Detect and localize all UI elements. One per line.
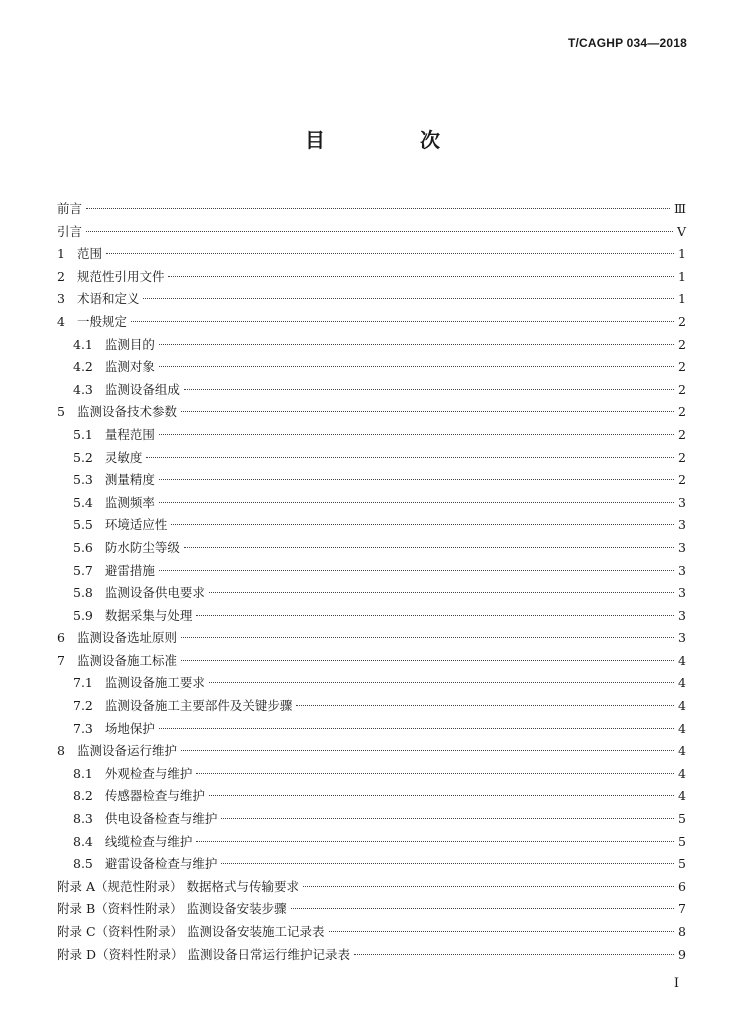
- dot-leader: [196, 773, 674, 774]
- toc-entry-page: 4: [678, 765, 686, 781]
- toc-entry-label: 监测目的: [104, 336, 155, 352]
- toc-entry-page: 2: [678, 426, 686, 442]
- toc-entry-page: 3: [678, 562, 686, 578]
- dot-leader: [196, 841, 674, 842]
- toc-entry-number: 7.2: [73, 698, 93, 714]
- toc-entry-page: 3: [678, 494, 686, 510]
- toc-entry-label: 避雷设备检查与维护: [104, 856, 218, 872]
- table-of-contents: [57, 198, 686, 966]
- toc-entry-label: 数据采集与处理: [104, 607, 193, 623]
- toc-entry-number: 6: [57, 630, 65, 646]
- toc-entry[interactable]: [57, 650, 686, 673]
- dot-leader: [296, 705, 674, 706]
- toc-entry-number: 5.3: [73, 472, 93, 488]
- toc-entry-page: 4: [678, 720, 686, 736]
- toc-entry-number: 5.1: [73, 426, 93, 442]
- toc-entry-page: 1: [678, 246, 686, 262]
- toc-entry[interactable]: [57, 695, 686, 718]
- toc-entry-label: 监测设备施工主要部件及关键步骤: [104, 698, 293, 714]
- toc-entry-number: 4: [57, 313, 65, 329]
- toc-entry-label: 监测设备施工标准: [76, 652, 177, 668]
- toc-entry-page: 4: [678, 652, 686, 668]
- toc-entry-label: 供电设备检查与维护: [104, 811, 218, 827]
- dot-leader: [184, 389, 674, 390]
- dot-leader: [168, 276, 674, 277]
- toc-entry-label: 传感器检查与维护: [104, 788, 205, 804]
- toc-entry-label: 监测设备运行维护: [76, 743, 177, 759]
- toc-entry-number: 8.2: [73, 788, 93, 804]
- toc-entry[interactable]: [57, 537, 686, 560]
- dot-leader: [181, 637, 674, 638]
- dot-leader: [291, 908, 674, 909]
- toc-entry-page: 2: [678, 472, 686, 488]
- toc-entry-page: 5: [678, 833, 686, 849]
- dot-leader: [329, 931, 674, 932]
- toc-entry[interactable]: [57, 221, 686, 244]
- toc-entry-label: 环境适应性: [104, 517, 168, 533]
- toc-entry-label: 灵敏度: [104, 449, 143, 465]
- dot-leader: [159, 502, 674, 503]
- toc-entry-label: 附录 D（资料性附录） 监测设备日常运行维护记录表: [57, 946, 350, 962]
- dot-leader: [303, 886, 674, 887]
- dot-leader: [196, 615, 674, 616]
- toc-entry-label: 监测对象: [104, 359, 155, 375]
- toc-entry-page: 2: [678, 381, 686, 397]
- toc-entry-label: 监测设备供电要求: [104, 585, 205, 601]
- toc-entry-page: 5: [678, 856, 686, 872]
- dot-leader: [159, 728, 674, 729]
- toc-entry-number: 7.3: [73, 720, 93, 736]
- dot-leader: [221, 863, 674, 864]
- toc-entry[interactable]: [57, 898, 686, 921]
- toc-entry-number: 5: [57, 404, 65, 420]
- toc-entry-number: 5.5: [73, 517, 93, 533]
- toc-entry-label: 前言: [57, 201, 83, 216]
- toc-entry-number: 5.2: [73, 449, 93, 465]
- dot-leader: [184, 547, 674, 548]
- dot-leader: [131, 321, 674, 322]
- toc-entry-number: 5.7: [73, 562, 93, 578]
- toc-entry-page: 4: [678, 675, 686, 691]
- dot-leader: [354, 954, 674, 955]
- toc-entry[interactable]: [57, 740, 686, 763]
- toc-entry-page: 2: [678, 449, 686, 465]
- toc-entry[interactable]: [57, 311, 686, 334]
- dot-leader: [86, 208, 670, 209]
- toc-entry[interactable]: [57, 763, 686, 786]
- toc-entry-label: 附录 A（规范性附录） 数据格式与传输要求: [57, 878, 299, 894]
- toc-entry-number: 4.1: [73, 336, 93, 352]
- dot-leader: [181, 750, 674, 751]
- toc-entry-number: 4.2: [73, 359, 93, 375]
- toc-entry[interactable]: [57, 243, 686, 266]
- toc-entry-page: 9: [678, 946, 686, 962]
- toc-entry-number: 8: [57, 743, 65, 759]
- toc-entry-page: 3: [678, 585, 686, 601]
- toc-entry[interactable]: [57, 785, 686, 808]
- dot-leader: [181, 660, 674, 661]
- toc-entry-page: 6: [678, 878, 686, 894]
- toc-entry-page: 2: [678, 359, 686, 375]
- toc-entry[interactable]: [57, 401, 686, 424]
- dot-leader: [159, 366, 674, 367]
- toc-entry-label: 监测设备选址原则: [76, 630, 177, 646]
- toc-entry[interactable]: [57, 876, 686, 899]
- toc-entry-label: 监测设备施工要求: [104, 675, 205, 691]
- toc-entry-label: 防水防尘等级: [104, 539, 180, 555]
- toc-entry-number: 4.3: [73, 381, 93, 397]
- dot-leader: [209, 795, 674, 796]
- toc-entry-label: 术语和定义: [76, 291, 140, 307]
- toc-entry-label: 测量精度: [104, 472, 155, 488]
- toc-entry-label: 监测频率: [104, 494, 155, 510]
- toc-entry-number: 8.3: [73, 811, 93, 827]
- dot-leader: [86, 231, 673, 232]
- toc-entry[interactable]: [57, 424, 686, 447]
- toc-entry-number: 5.4: [73, 494, 93, 510]
- toc-entry-page: 5: [678, 811, 686, 827]
- toc-entry-number: 8.4: [73, 833, 93, 849]
- dot-leader: [159, 479, 674, 480]
- toc-entry[interactable]: [57, 198, 686, 221]
- toc-entry[interactable]: [57, 808, 686, 831]
- toc-entry[interactable]: [57, 718, 686, 741]
- toc-entry[interactable]: [57, 831, 686, 854]
- toc-entry-number: 1: [57, 246, 65, 262]
- dot-leader: [146, 457, 674, 458]
- toc-entry-label: 量程范围: [104, 426, 155, 442]
- toc-entry-label: 监测设备组成: [104, 381, 180, 397]
- toc-entry-page: 3: [678, 539, 686, 555]
- toc-entry[interactable]: [57, 627, 686, 650]
- toc-entry-label: 线缆检查与维护: [104, 833, 193, 849]
- toc-entry[interactable]: [57, 853, 686, 876]
- page-number: Ⅰ: [673, 976, 679, 991]
- dot-leader: [159, 344, 674, 345]
- toc-entry-page: 2: [678, 313, 686, 329]
- dot-leader: [209, 592, 674, 593]
- toc-entry[interactable]: [57, 469, 686, 492]
- toc-entry[interactable]: [57, 266, 686, 289]
- toc-entry-label: 引言: [57, 223, 83, 239]
- toc-entry[interactable]: [57, 379, 686, 402]
- toc-entry[interactable]: [57, 921, 686, 944]
- dot-leader: [209, 682, 674, 683]
- toc-entry-number: 5.6: [73, 539, 93, 555]
- toc-entry-page: 4: [678, 698, 686, 714]
- toc-entry-page: Ⅴ: [676, 223, 686, 239]
- dot-leader: [143, 298, 674, 299]
- toc-entry-page: 3: [678, 517, 686, 533]
- toc-entry-page: 1: [678, 291, 686, 307]
- toc-entry-number: 8.5: [73, 856, 93, 872]
- toc-entry-label: 范围: [76, 246, 102, 262]
- toc-entry[interactable]: [57, 288, 686, 311]
- toc-entry[interactable]: [57, 560, 686, 583]
- dot-leader: [221, 818, 674, 819]
- toc-entry-page: 3: [678, 630, 686, 646]
- dot-leader: [171, 524, 674, 525]
- toc-entry-number: 8.1: [73, 765, 93, 781]
- toc-title: 目 次: [305, 128, 484, 152]
- toc-entry-page: 3: [678, 607, 686, 623]
- toc-entry[interactable]: [57, 582, 686, 605]
- document-code: T/CAGHP 034—2018: [567, 36, 687, 50]
- toc-entry[interactable]: [57, 492, 686, 515]
- toc-entry-page: 4: [678, 788, 686, 804]
- toc-entry[interactable]: [57, 605, 686, 628]
- toc-entry-number: 7.1: [73, 675, 93, 691]
- dot-leader: [159, 434, 674, 435]
- toc-entry-label: 一般规定: [76, 313, 127, 329]
- toc-entry-label: 避雷措施: [104, 562, 155, 578]
- toc-entry-page: 1: [678, 268, 686, 284]
- dot-leader: [181, 411, 674, 412]
- toc-entry-page: Ⅲ: [673, 201, 686, 216]
- toc-entry-label: 规范性引用文件: [76, 268, 165, 284]
- toc-entry[interactable]: [57, 944, 686, 967]
- toc-entry[interactable]: [57, 514, 686, 537]
- toc-entry-label: 附录 C（资料性附录） 监测设备安装施工记录表: [57, 924, 325, 939]
- toc-entry-number: 7: [57, 652, 65, 668]
- dot-leader: [159, 570, 674, 571]
- toc-entry[interactable]: [57, 447, 686, 470]
- toc-entry-number: 5.8: [73, 585, 93, 601]
- toc-entry[interactable]: [57, 672, 686, 695]
- dot-leader: [106, 253, 674, 254]
- toc-entry-label: 外观检查与维护: [104, 765, 193, 781]
- toc-entry-page: 7: [678, 901, 686, 917]
- toc-entry-number: 2: [57, 268, 65, 284]
- toc-entry-number: 5.9: [73, 607, 93, 623]
- toc-entry-page: 4: [678, 743, 686, 759]
- toc-entry[interactable]: [57, 356, 686, 379]
- toc-entry-number: 3: [57, 291, 65, 307]
- toc-entry[interactable]: [57, 334, 686, 357]
- toc-entry-page: 2: [678, 404, 686, 420]
- toc-entry-page: 8: [678, 924, 686, 939]
- toc-entry-label: 附录 B（资料性附录） 监测设备安装步骤: [57, 901, 287, 917]
- toc-entry-label: 监测设备技术参数: [76, 404, 177, 420]
- toc-entry-label: 场地保护: [104, 720, 155, 736]
- toc-entry-page: 2: [678, 336, 686, 352]
